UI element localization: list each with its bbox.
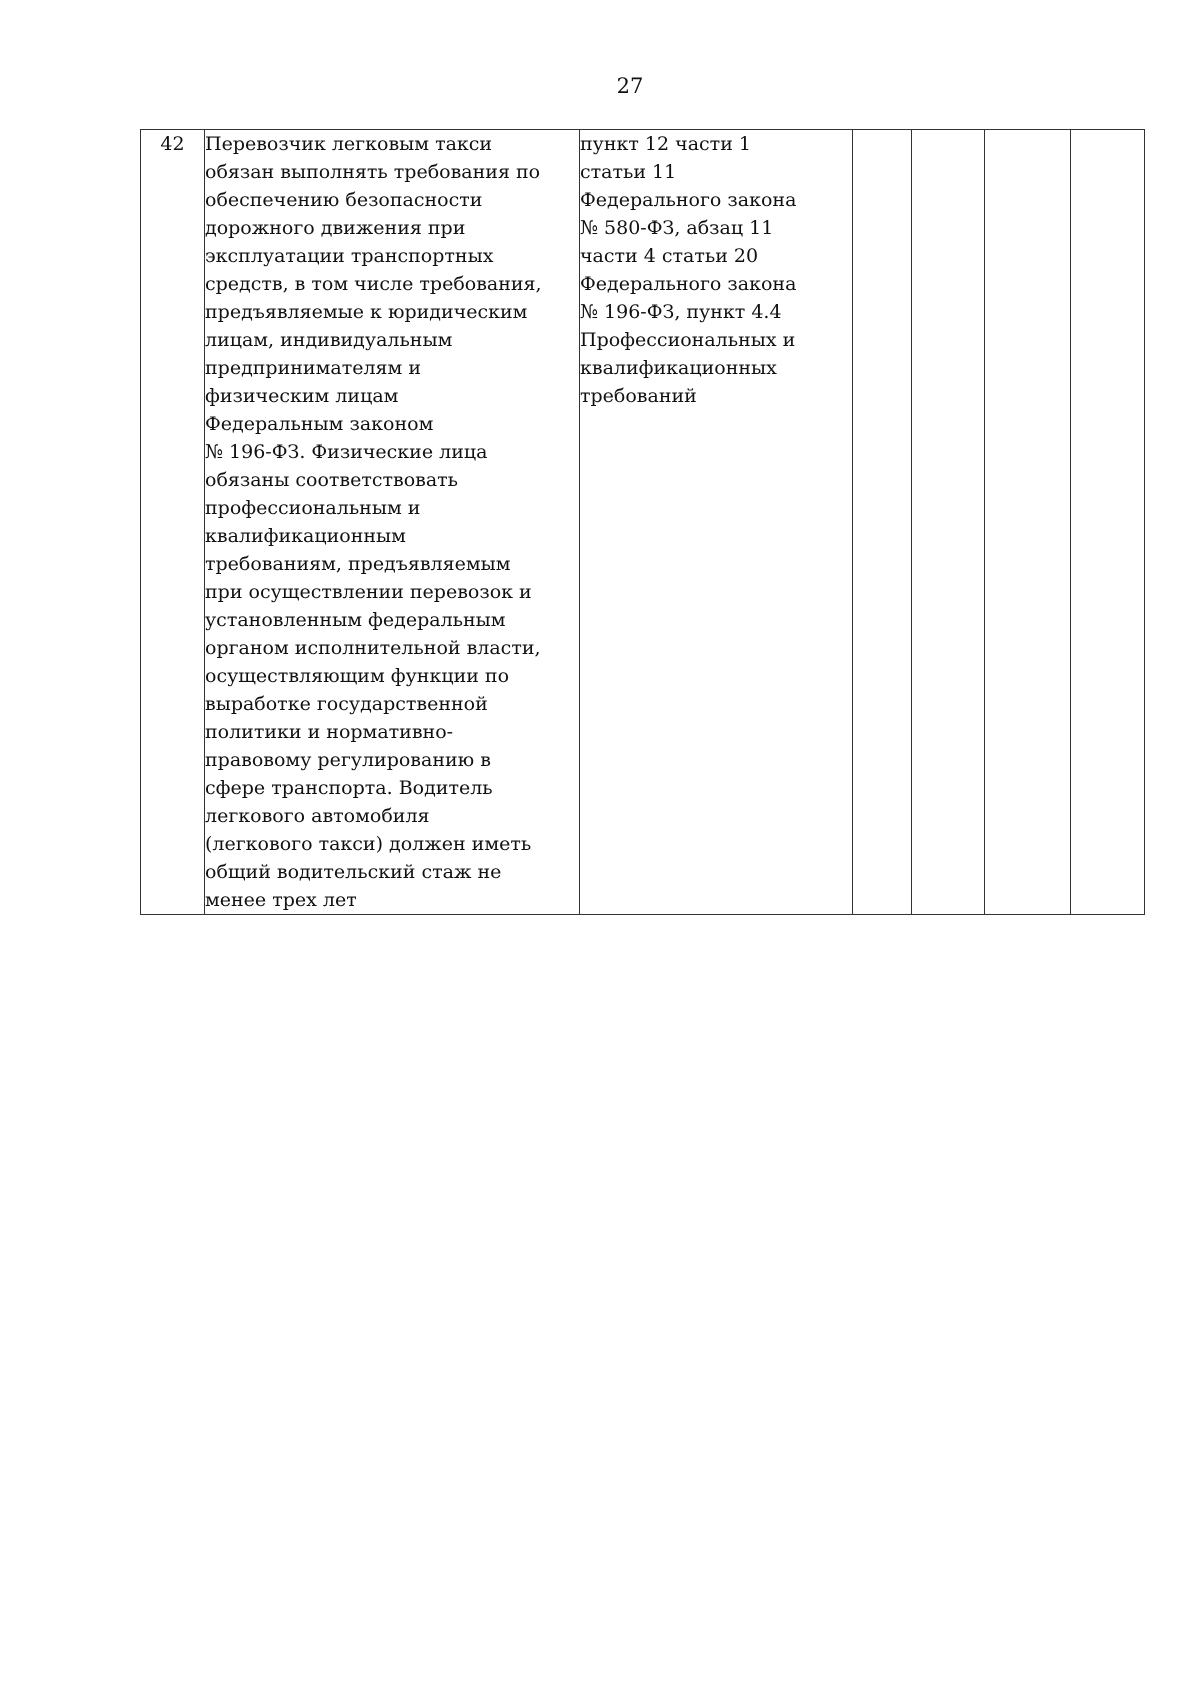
requirement-text-cell (205, 130, 580, 915)
requirement-text: Перевозчик легковым такси обязан выполнять требования по обеспечению безопасности дорожного движения при эксплуатации транспортных средств, в том числе требования, предъявляемые к юридическим лицам, индивидуальным предпринимателям и физическим лицам Федеральным законом № 196-ФЗ. Физические лица обязаны соответствовать профессиональным и квалификационным требованиям, предъявляемым при осуществлении перевозок и установленным федеральным органом исполнительной власти, осуществляющим функции по выработке государственной политики и нормативно- правовому регулированию в сфере транспорта. Водитель легкового автомобиля (легкового такси) должен иметь общий водительский стаж не менее трех лет (205, 133, 542, 911)
empty-cell-5 (912, 130, 985, 915)
empty-cell-7 (1071, 130, 1145, 915)
requirements-table (140, 129, 1145, 915)
page-number: 27 (616, 74, 644, 98)
legal-reference: пункт 12 части 1 статьи 11 Федерального закона № 580-ФЗ, абзац 11 части 4 статьи 20 Федерального закона № 196-ФЗ, пункт 4.4 Профессиональных и квалификационных требований (580, 133, 797, 407)
row-number: 42 (160, 133, 185, 155)
legal-reference-cell (580, 130, 853, 915)
table-row (141, 130, 1145, 915)
empty-cell-4 (853, 130, 912, 915)
empty-cell-6 (985, 130, 1071, 915)
row-number-cell (141, 130, 205, 915)
